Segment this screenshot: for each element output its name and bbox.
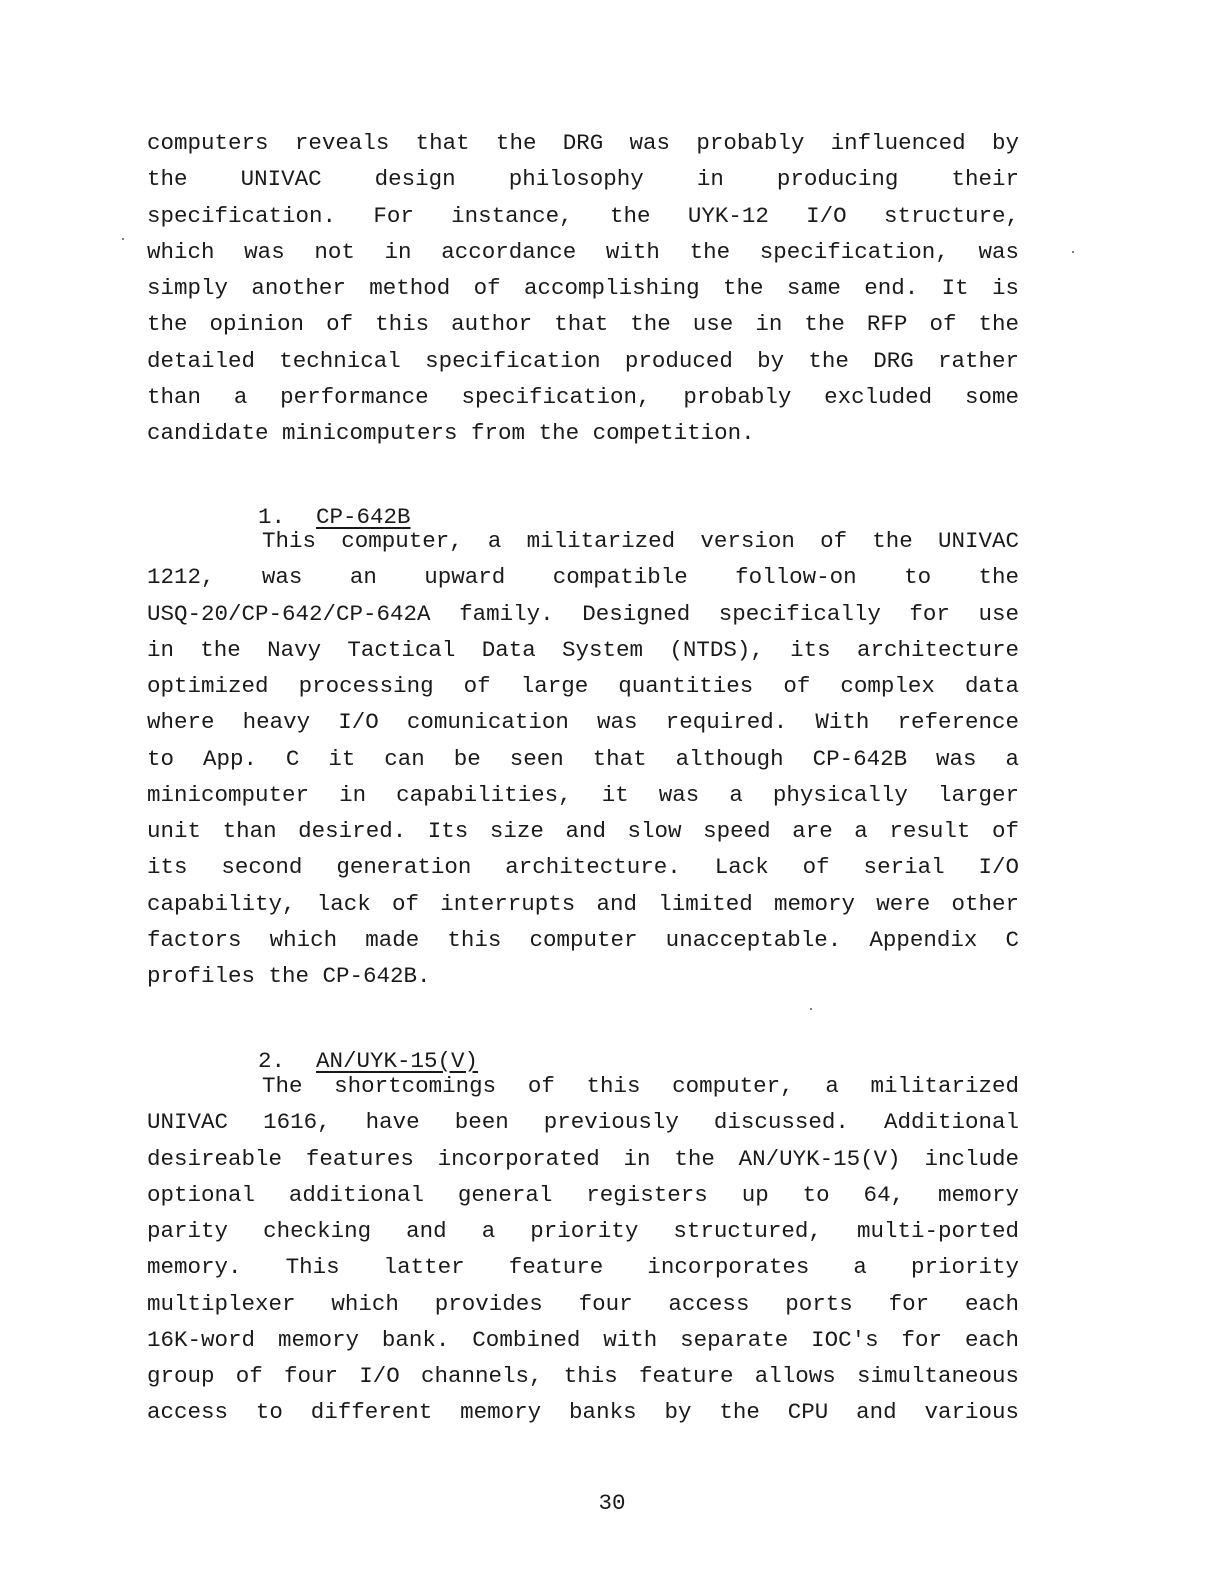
intro-paragraph: [147, 125, 1019, 451]
text-line: multiplexer which provides four access ports for each: [147, 1290, 1019, 1317]
text-line: access to different memory banks by the CPU and various: [147, 1399, 1019, 1426]
text-line: in the Navy Tactical Data System (NTDS), its architecture: [147, 636, 1019, 663]
text-line: parity checking and a priority structured, multi-ported: [147, 1218, 1019, 1244]
page-number: 30: [598, 1490, 626, 1516]
text-line: optional additional general registers up to 64, memory: [147, 1181, 1019, 1208]
text-line: USQ-20/CP-642/CP-642A family. Designed specifically for use: [147, 600, 1019, 627]
text-line: The shortcomings of this computer, a militarized: [262, 1073, 1019, 1099]
text-line: desireable features incorporated in the AN/UYK-15(V) include: [147, 1145, 1019, 1172]
text-line: to App. C it can be seen that although CP-642B was a: [147, 745, 1019, 772]
text-line: optimized processing of large quantities of complex data: [147, 673, 1019, 699]
section-title: CP-642B: [316, 504, 411, 530]
uyk15-paragraph: [147, 1068, 1019, 1431]
text-line: where heavy I/O comunication was required. With reference: [147, 709, 1019, 736]
text-line: the UNIVAC design philosophy in producing their: [147, 166, 1019, 193]
text-line: computers reveals that the DRG was probably influenced by: [147, 130, 1019, 156]
text-line: unit than desired. Its size and slow speed are a result of: [147, 818, 1019, 844]
text-line: 16K-word memory bank. Combined with separate IOC's for each: [147, 1326, 1019, 1353]
text-line: specification. For instance, the UYK-12 I/O structure,: [147, 202, 1019, 229]
text-line: candidate minicomputers from the competition.: [147, 420, 755, 446]
section-number: 2.: [258, 1048, 286, 1074]
text-line: This computer, a militarized version of the UNIVAC: [262, 528, 1019, 554]
text-line: 1212, was an upward compatible follow-on to the: [147, 564, 1019, 591]
text-line: than a performance specification, probably excluded some: [147, 383, 1019, 410]
text-line: group of four I/O channels, this feature allows simultaneous: [147, 1363, 1019, 1389]
text-line: capability, lack of interrupts and limited memory were other: [147, 890, 1019, 917]
text-line: profiles the CP-642B.: [147, 963, 431, 989]
cp642b-paragraph: [147, 523, 1019, 994]
text-line: which was not in accordance with the specification, was: [147, 238, 1019, 265]
text-line: factors which made this computer unacceptable. Appendix C: [147, 926, 1019, 953]
text-line: the opinion of this author that the use in the RFP of the: [147, 311, 1019, 338]
text-line: minicomputer in capabilities, it was a physically larger: [147, 781, 1019, 808]
scan-speck: [1072, 251, 1074, 253]
text-line: UNIVAC 1616, have been previously discussed. Additional: [147, 1109, 1019, 1136]
text-line: memory. This latter feature incorporates a priority: [147, 1254, 1019, 1281]
text-line: simply another method of accomplishing the same end. It is: [147, 275, 1019, 301]
text-line: its second generation architecture. Lack of serial I/O: [147, 854, 1019, 881]
section-number: 1.: [258, 504, 286, 530]
scan-speck: [810, 1008, 812, 1010]
section-title: AN/UYK-15(V): [316, 1048, 479, 1074]
text-line: detailed technical specification produced by the DRG rather: [147, 347, 1019, 374]
scan-speck: [122, 238, 124, 240]
